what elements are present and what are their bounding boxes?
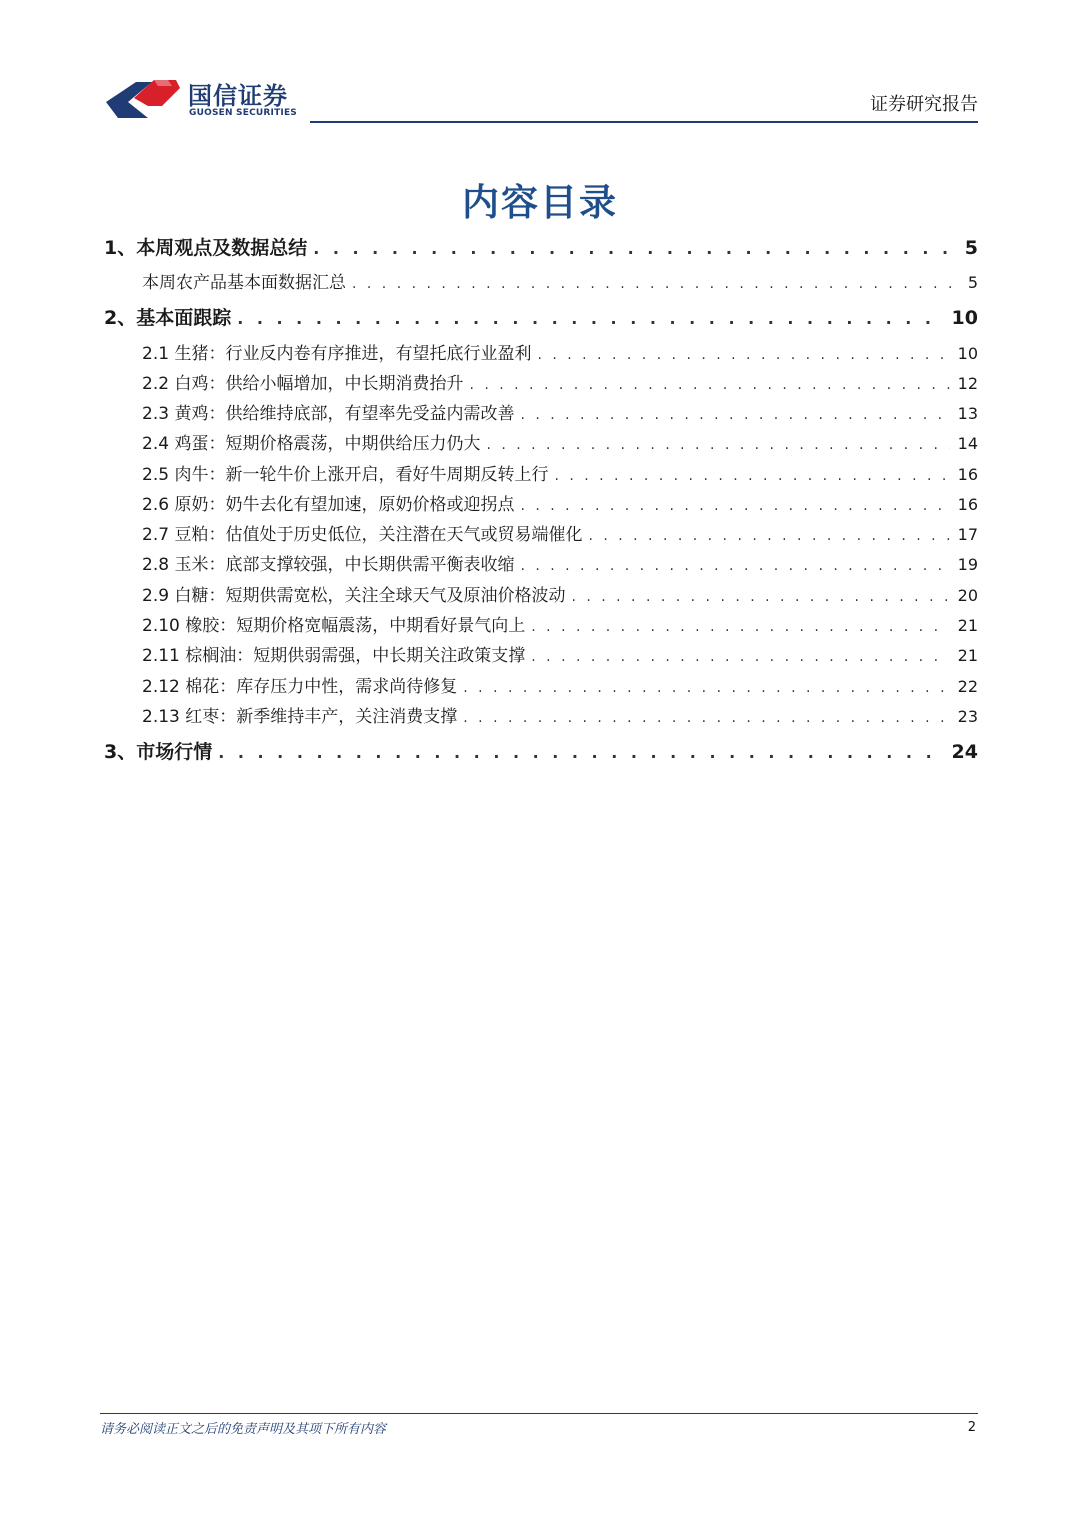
toc-entry[interactable] (142, 339, 978, 364)
page-number: 2 (967, 1420, 976, 1435)
toc-entry-text: 本周农产品基本面数据汇总 (142, 273, 346, 293)
toc-entry-text: 2、基本面跟踪 (104, 307, 232, 329)
logo-chinese-name: 国信证券 (188, 82, 288, 110)
toc-leader-dots (463, 710, 949, 726)
toc-entry-page: 10 (957, 344, 978, 363)
toc-entry[interactable] (142, 581, 978, 606)
toc-entry-page: 20 (957, 586, 978, 605)
toc-entry-text: 3、市场行情 (104, 741, 213, 763)
toc-entry-text: 2.13 红枣：新季维持丰产，关注消费支撑 (142, 707, 458, 727)
toc-entry-text: 2.5 肉牛：新一轮牛价上涨开启，看好牛周期反转上行 (142, 465, 549, 485)
toc-entry[interactable] (142, 550, 978, 575)
toc-entry-page: 17 (957, 525, 978, 544)
toc-entry-text: 2.7 豆粕：估值处于历史低位，关注潜在天气或贸易端催化 (142, 525, 583, 545)
toc-leader-dots (520, 407, 949, 423)
toc-entry-text: 2.2 白鸡：供给小幅增加，中长期消费抬升 (142, 374, 464, 394)
toc-entry[interactable] (142, 460, 978, 485)
toc-entry[interactable] (142, 641, 978, 666)
toc-entry-page: 12 (957, 374, 978, 393)
toc-entry-page: 22 (957, 677, 978, 696)
toc-entry[interactable] (142, 369, 978, 394)
toc-entry-text: 2.9 白糖：短期供需宽松，关注全球天气及原油价格波动 (142, 586, 566, 606)
toc-entry-page: 24 (951, 741, 978, 763)
toc-entry-page: 10 (951, 307, 978, 329)
toc-entry[interactable] (142, 429, 978, 454)
toc-entry-text: 1、本周观点及数据总结 (104, 237, 308, 259)
toc-entry[interactable] (142, 520, 978, 545)
toc-leader-dots (469, 377, 949, 393)
toc-entry-text: 2.8 玉米：底部支撑较强，中长期供需平衡表收缩 (142, 555, 515, 575)
toc-entry-text: 2.1 生猪：行业反内卷有序推进，有望托底行业盈利 (142, 344, 532, 364)
toc-entry[interactable] (104, 737, 978, 764)
toc-entry-page: 16 (957, 465, 978, 484)
toc-entry[interactable] (104, 233, 978, 260)
toc-leader-dots (520, 558, 949, 574)
toc-entry-page: 16 (957, 495, 978, 514)
toc-leader-dots (237, 309, 943, 328)
toc-leader-dots (486, 437, 949, 453)
toc-entry-page: 21 (957, 646, 978, 665)
toc-entry-page: 5 (967, 273, 978, 292)
toc-entry-text: 2.4 鸡蛋：短期价格震荡，中期供给压力仍大 (142, 434, 481, 454)
toc-leader-dots (352, 276, 960, 292)
toc-leader-dots (531, 649, 949, 665)
toc-entry[interactable] (104, 303, 978, 330)
toc-entry-text: 2.10 橡胶：短期价格宽幅震荡，中期看好景气向上 (142, 616, 526, 636)
toc-title: 内容目录 (462, 181, 618, 224)
footer-divider (100, 1413, 978, 1414)
toc-entry[interactable] (142, 490, 978, 515)
toc-entry-text: 2.12 棉花：库存压力中性，需求尚待修复 (142, 677, 458, 697)
toc-entry-page: 21 (957, 616, 978, 635)
toc-leader-dots (463, 680, 949, 696)
logo-english-name: GUOSEN SECURITIES (189, 108, 297, 118)
toc-entry[interactable] (142, 611, 978, 636)
toc-entry-page: 19 (957, 555, 978, 574)
toc-entry-text: 2.11 棕榈油：短期供弱需强，中长期关注政策支撑 (142, 646, 526, 666)
toc-leader-dots (531, 619, 949, 635)
toc-leader-dots (588, 528, 949, 544)
toc-entry-page: 23 (957, 707, 978, 726)
toc-leader-dots (554, 468, 949, 484)
toc-entry[interactable] (142, 399, 978, 424)
toc-entry[interactable] (142, 672, 978, 697)
toc-entry-page: 13 (957, 404, 978, 423)
toc-entry-text: 2.6 原奶：奶牛去化有望加速，原奶价格或迎拐点 (142, 495, 515, 515)
toc-leader-dots (313, 239, 957, 258)
toc-leader-dots (218, 743, 943, 762)
toc-entry[interactable] (142, 268, 978, 293)
header-divider (310, 121, 978, 123)
toc-entry-text: 2.3 黄鸡：供给维持底部，有望率先受益内需改善 (142, 404, 515, 424)
toc-entry-page: 5 (964, 237, 978, 259)
toc-entry-page: 14 (957, 434, 978, 453)
guosen-logo (106, 76, 306, 128)
toc-entry[interactable] (142, 702, 978, 727)
guosen-logo-mark-icon (106, 76, 186, 122)
report-type-label: 证券研究报告 (870, 94, 978, 115)
toc-leader-dots (537, 347, 949, 363)
toc-leader-dots (571, 589, 949, 605)
toc-leader-dots (520, 498, 949, 514)
footer-disclaimer: 请务必阅读正文之后的免责声明及其项下所有内容 (100, 1422, 387, 1437)
